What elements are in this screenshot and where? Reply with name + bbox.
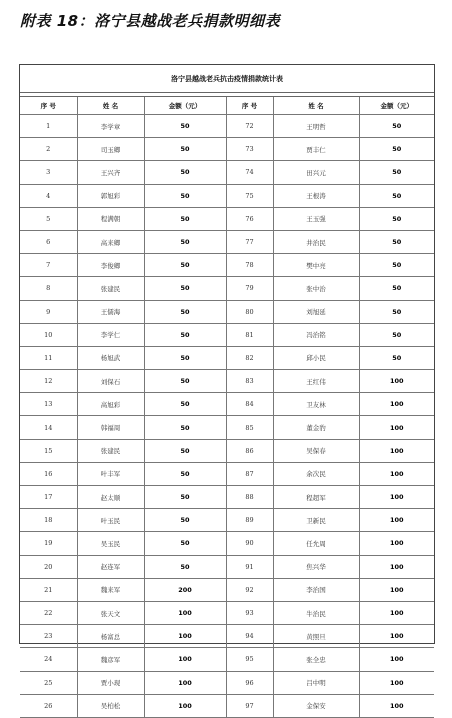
row-number-cell: 16 [20, 462, 77, 485]
header-name-right: 姓 名 [273, 97, 359, 115]
row-number-cell: 19 [20, 532, 77, 555]
amount-cell: 100 [144, 671, 226, 694]
donor-name-cell: 杨富总 [77, 625, 144, 648]
row-number-cell-right: 87 [226, 462, 273, 485]
donor-name-cell: 王兴齐 [77, 161, 144, 184]
row-number-cell: 26 [20, 694, 77, 717]
donor-name-cell-right: 井治民 [273, 230, 359, 253]
row-number-cell: 2 [20, 138, 77, 161]
row-number-cell: 3 [20, 161, 77, 184]
donor-name-cell-right: 刘旭延 [273, 300, 359, 323]
donor-name-cell-right: 冯治铭 [273, 323, 359, 346]
table-row [20, 555, 434, 578]
donor-name-cell: 贾小现 [77, 671, 144, 694]
donor-name-cell-right: 程超军 [273, 486, 359, 509]
donor-name-cell-right: 卫新民 [273, 509, 359, 532]
amount-cell: 50 [144, 555, 226, 578]
amount-cell: 50 [144, 370, 226, 393]
amount-cell-right: 100 [359, 370, 434, 393]
table-header [20, 97, 434, 115]
amount-cell-right: 100 [359, 393, 434, 416]
donor-name-cell: 韩福周 [77, 416, 144, 439]
row-number-cell: 15 [20, 439, 77, 462]
table-row [20, 532, 434, 555]
donor-name-cell: 魏彦军 [77, 648, 144, 671]
row-number-cell-right: 80 [226, 300, 273, 323]
table-row [20, 346, 434, 369]
donation-table [20, 97, 434, 718]
row-number-cell-right: 86 [226, 439, 273, 462]
page-heading: 附表 18：洛宁县越战老兵捐款明细表 [20, 12, 281, 30]
row-number-cell: 20 [20, 555, 77, 578]
amount-cell: 50 [144, 323, 226, 346]
donor-name-cell: 李学章 [77, 115, 144, 138]
table-row [20, 393, 434, 416]
donor-name-cell-right: 李治国 [273, 578, 359, 601]
table-row [20, 439, 434, 462]
row-number-cell: 13 [20, 393, 77, 416]
row-number-cell: 7 [20, 254, 77, 277]
amount-cell-right: 50 [359, 161, 434, 184]
amount-cell-right: 100 [359, 486, 434, 509]
amount-cell: 50 [144, 115, 226, 138]
donor-name-cell: 程满朝 [77, 207, 144, 230]
amount-cell-right: 50 [359, 230, 434, 253]
donor-name-cell-right: 王红伟 [273, 370, 359, 393]
donor-name-cell: 王儒海 [77, 300, 144, 323]
amount-cell-right: 50 [359, 207, 434, 230]
header-row [20, 97, 434, 115]
table-row [20, 462, 434, 485]
donor-name-cell-right: 王明哲 [273, 115, 359, 138]
amount-cell: 50 [144, 439, 226, 462]
table-row [20, 161, 434, 184]
row-number-cell-right: 81 [226, 323, 273, 346]
donor-name-cell-right: 董金豹 [273, 416, 359, 439]
donor-name-cell: 叶丰军 [77, 462, 144, 485]
donor-name-cell: 魏来军 [77, 578, 144, 601]
amount-cell: 50 [144, 416, 226, 439]
table-row [20, 416, 434, 439]
row-number-cell: 1 [20, 115, 77, 138]
donor-name-cell: 张建民 [77, 439, 144, 462]
row-number-cell-right: 97 [226, 694, 273, 717]
table-row [20, 323, 434, 346]
donor-name-cell-right: 吕中明 [273, 671, 359, 694]
donor-name-cell-right: 王根涛 [273, 184, 359, 207]
table-row [20, 138, 434, 161]
amount-cell-right: 100 [359, 462, 434, 485]
amount-cell: 100 [144, 648, 226, 671]
amount-cell-right: 100 [359, 439, 434, 462]
table-row [20, 184, 434, 207]
amount-cell: 50 [144, 230, 226, 253]
table-row [20, 601, 434, 624]
donor-name-cell-right: 王玉强 [273, 207, 359, 230]
donor-name-cell-right: 邱小民 [273, 346, 359, 369]
amount-cell-right: 100 [359, 648, 434, 671]
row-number-cell-right: 74 [226, 161, 273, 184]
amount-cell-right: 50 [359, 138, 434, 161]
table-row [20, 207, 434, 230]
amount-cell: 100 [144, 694, 226, 717]
donor-name-cell: 杨旭武 [77, 346, 144, 369]
row-number-cell-right: 78 [226, 254, 273, 277]
row-number-cell-right: 79 [226, 277, 273, 300]
donor-name-cell: 吴玉民 [77, 532, 144, 555]
amount-cell: 50 [144, 254, 226, 277]
donor-name-cell-right: 任允周 [273, 532, 359, 555]
row-number-cell-right: 94 [226, 625, 273, 648]
donor-name-cell-right: 田兴元 [273, 161, 359, 184]
donor-name-cell-right: 焦兴华 [273, 555, 359, 578]
header-amount-right: 金额（元） [359, 97, 434, 115]
row-number-cell-right: 83 [226, 370, 273, 393]
table-title: 洛宁县越战老兵抗击疫情捐款统计表 [20, 65, 434, 93]
donor-name-cell-right: 樊中亮 [273, 254, 359, 277]
amount-cell-right: 50 [359, 323, 434, 346]
amount-cell: 200 [144, 578, 226, 601]
donor-name-cell: 司玉卿 [77, 138, 144, 161]
table-row [20, 509, 434, 532]
donor-name-cell: 张天文 [77, 601, 144, 624]
donor-name-cell-right: 黄照旦 [273, 625, 359, 648]
donor-name-cell-right: 卫友林 [273, 393, 359, 416]
row-number-cell: 21 [20, 578, 77, 601]
amount-cell: 100 [144, 625, 226, 648]
amount-cell: 100 [144, 601, 226, 624]
amount-cell: 50 [144, 346, 226, 369]
row-number-cell: 18 [20, 509, 77, 532]
table-body [20, 115, 434, 718]
donor-name-cell-right: 贾丰仁 [273, 138, 359, 161]
header-no-right: 序 号 [226, 97, 273, 115]
table-row [20, 115, 434, 138]
amount-cell: 50 [144, 207, 226, 230]
row-number-cell-right: 88 [226, 486, 273, 509]
amount-cell-right: 100 [359, 509, 434, 532]
row-number-cell: 23 [20, 625, 77, 648]
amount-cell: 50 [144, 277, 226, 300]
amount-cell-right: 50 [359, 254, 434, 277]
amount-cell-right: 100 [359, 578, 434, 601]
table-row [20, 648, 434, 671]
row-number-cell-right: 95 [226, 648, 273, 671]
row-number-cell-right: 91 [226, 555, 273, 578]
row-number-cell: 25 [20, 671, 77, 694]
amount-cell: 50 [144, 532, 226, 555]
amount-cell-right: 50 [359, 115, 434, 138]
row-number-cell: 17 [20, 486, 77, 509]
amount-cell-right: 100 [359, 532, 434, 555]
row-number-cell-right: 90 [226, 532, 273, 555]
row-number-cell-right: 72 [226, 115, 273, 138]
donor-name-cell: 郭旭彩 [77, 184, 144, 207]
donor-name-cell: 张建民 [77, 277, 144, 300]
donor-name-cell-right: 张全忠 [273, 648, 359, 671]
row-number-cell: 12 [20, 370, 77, 393]
donor-name-cell: 高来卿 [77, 230, 144, 253]
row-number-cell-right: 85 [226, 416, 273, 439]
amount-cell-right: 100 [359, 416, 434, 439]
row-number-cell-right: 73 [226, 138, 273, 161]
amount-cell-right: 50 [359, 277, 434, 300]
row-number-cell-right: 89 [226, 509, 273, 532]
table-row [20, 486, 434, 509]
row-number-cell: 10 [20, 323, 77, 346]
donor-name-cell-right: 金保安 [273, 694, 359, 717]
row-number-cell-right: 76 [226, 207, 273, 230]
amount-cell: 50 [144, 300, 226, 323]
amount-cell-right: 100 [359, 555, 434, 578]
table-row [20, 300, 434, 323]
row-number-cell: 8 [20, 277, 77, 300]
amount-cell-right: 100 [359, 601, 434, 624]
amount-cell-right: 50 [359, 346, 434, 369]
donor-name-cell: 高旭彩 [77, 393, 144, 416]
table-row [20, 671, 434, 694]
row-number-cell: 22 [20, 601, 77, 624]
row-number-cell-right: 84 [226, 393, 273, 416]
table-row [20, 625, 434, 648]
row-number-cell: 5 [20, 207, 77, 230]
table-row [20, 254, 434, 277]
donor-name-cell-right: 牛治民 [273, 601, 359, 624]
row-number-cell-right: 82 [226, 346, 273, 369]
donor-name-cell: 吴柏松 [77, 694, 144, 717]
header-amount: 金额（元） [144, 97, 226, 115]
amount-cell: 50 [144, 509, 226, 532]
header-name: 姓 名 [77, 97, 144, 115]
amount-cell-right: 100 [359, 671, 434, 694]
amount-cell-right: 100 [359, 625, 434, 648]
amount-cell: 50 [144, 462, 226, 485]
row-number-cell-right: 75 [226, 184, 273, 207]
table-row [20, 230, 434, 253]
row-number-cell: 11 [20, 346, 77, 369]
donor-name-cell: 刘保石 [77, 370, 144, 393]
donor-name-cell-right: 余次民 [273, 462, 359, 485]
amount-cell: 50 [144, 161, 226, 184]
amount-cell: 50 [144, 138, 226, 161]
row-number-cell: 14 [20, 416, 77, 439]
table-row [20, 578, 434, 601]
row-number-cell: 6 [20, 230, 77, 253]
donor-name-cell: 李学仁 [77, 323, 144, 346]
table-row [20, 277, 434, 300]
amount-cell: 50 [144, 486, 226, 509]
amount-cell-right: 50 [359, 184, 434, 207]
table-row [20, 694, 434, 717]
amount-cell-right: 50 [359, 300, 434, 323]
donor-name-cell: 叶玉民 [77, 509, 144, 532]
donor-name-cell: 李俊卿 [77, 254, 144, 277]
row-number-cell-right: 93 [226, 601, 273, 624]
row-number-cell: 9 [20, 300, 77, 323]
row-number-cell-right: 92 [226, 578, 273, 601]
donor-name-cell-right: 吴保春 [273, 439, 359, 462]
amount-cell: 50 [144, 393, 226, 416]
row-number-cell-right: 77 [226, 230, 273, 253]
table-row [20, 370, 434, 393]
donation-table-sheet [19, 64, 435, 711]
row-number-cell-right: 96 [226, 671, 273, 694]
donor-name-cell-right: 张中治 [273, 277, 359, 300]
row-number-cell: 4 [20, 184, 77, 207]
donor-name-cell: 赵太顺 [77, 486, 144, 509]
donor-name-cell: 赵连军 [77, 555, 144, 578]
amount-cell: 50 [144, 184, 226, 207]
row-number-cell: 24 [20, 648, 77, 671]
amount-cell-right: 100 [359, 694, 434, 717]
header-no: 序 号 [20, 97, 77, 115]
